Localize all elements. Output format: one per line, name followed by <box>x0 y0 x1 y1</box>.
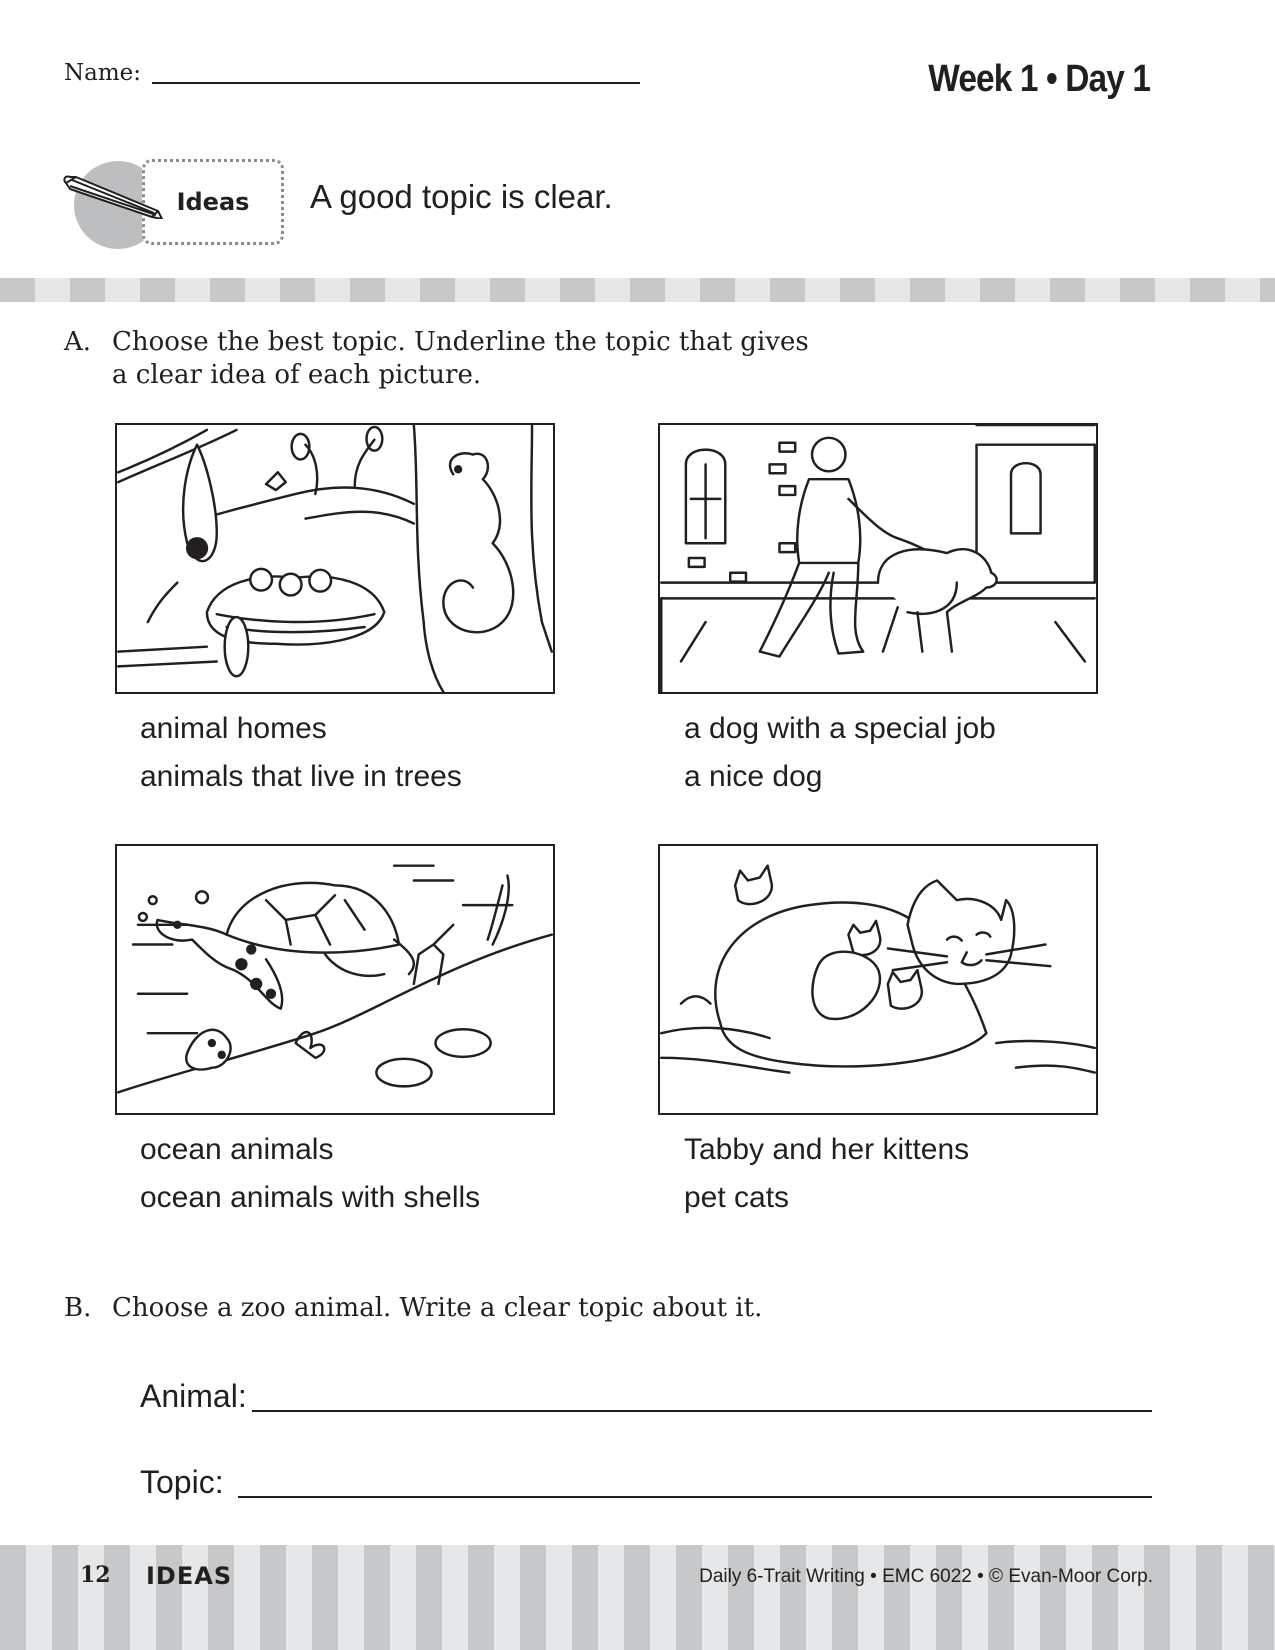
footer-band <box>0 1545 1275 1650</box>
trait-label: Ideas <box>176 188 250 216</box>
choice-option[interactable]: a dog with a special job <box>684 712 996 745</box>
choice-option[interactable]: animal homes <box>140 712 327 745</box>
topic-answer-line[interactable] <box>238 1496 1152 1498</box>
name-field-line[interactable] <box>152 82 640 84</box>
part-a-instructions <box>64 326 864 392</box>
footer-trait: IDEAS <box>146 1562 233 1590</box>
stripe-divider <box>0 278 1275 302</box>
topic-label: Topic: <box>140 1464 224 1500</box>
name-label: Name: <box>64 60 142 86</box>
instruction-line-1: Choose the best topic. Underline the topic that gives <box>112 327 809 357</box>
choice-option[interactable]: ocean animals with shells <box>140 1181 481 1214</box>
choices-ocean-turtle <box>140 1126 600 1222</box>
choice-option[interactable]: pet cats <box>684 1181 790 1214</box>
topic-field <box>140 1460 1152 1504</box>
animal-label: Animal: <box>140 1378 247 1414</box>
animal-field <box>140 1374 1152 1418</box>
page-number: 12 <box>80 1562 111 1588</box>
trait-badge <box>62 155 294 251</box>
week-day-title: Week 1 • Day 1 <box>928 58 1150 100</box>
trait-statement: A good topic is clear. <box>310 178 613 215</box>
ocean-turtle-illustration <box>117 846 553 1113</box>
choice-option[interactable]: a nice dog <box>684 760 823 793</box>
choice-option[interactable]: Tabby and her kittens <box>684 1133 970 1166</box>
instruction-line-2: a clear idea of each picture. <box>112 360 482 390</box>
part-b-letter: B. <box>64 1293 92 1323</box>
part-b-instruction: Choose a zoo animal. Write a clear topic about it. <box>112 1293 763 1323</box>
picture-tree-animals <box>115 423 555 694</box>
picture-cat-kittens <box>658 844 1098 1115</box>
picture-guide-dog <box>658 423 1098 694</box>
tree-animals-illustration <box>117 425 553 692</box>
choice-option[interactable]: ocean animals <box>140 1133 334 1166</box>
cat-kittens-illustration <box>660 846 1096 1113</box>
choices-tree-animals <box>140 705 600 801</box>
choices-guide-dog <box>684 705 1144 801</box>
guide-dog-illustration <box>660 425 1096 692</box>
footer-credit: Daily 6-Trait Writing • EMC 6022 • © Evan-Moor Corp. <box>699 1566 1153 1587</box>
part-a-letter: A. <box>64 327 92 357</box>
choices-cat-kittens <box>684 1126 1144 1222</box>
animal-answer-line[interactable] <box>252 1410 1152 1412</box>
picture-ocean-turtle <box>115 844 555 1115</box>
choice-option[interactable]: animals that live in trees <box>140 760 462 793</box>
pencil-icon <box>62 169 172 219</box>
part-b-instructions <box>64 1292 964 1325</box>
